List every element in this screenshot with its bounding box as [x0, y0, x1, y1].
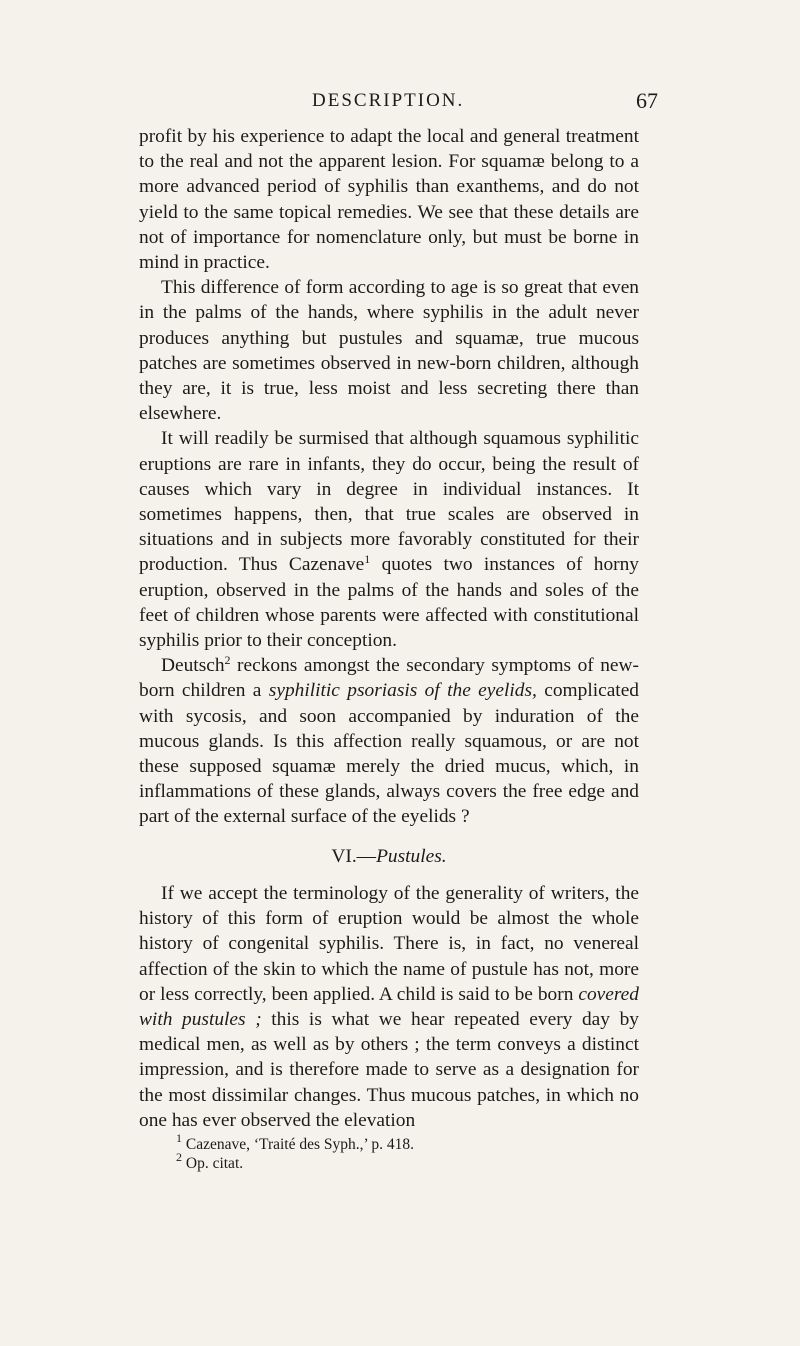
paragraph-2: This difference of form according to age is so great that even in the palms of the hands, where syphilis in the adult never produces anything but pustules and squamæ, true mucous patches are sometimes observed in new-born children, although they are, it is true, less moist and less secreting there than elsewhere.	[139, 277, 639, 425]
paragraph-1: profit by his experience to adapt the local and general treatment to the real and not the apparent lesion. For squamæ belong to a more advanced period of syphilis than exanthems, and do not yield to the same topical remedies. We see that these details are not of importance for nomenclature only, but must be borne in mind in practice.	[139, 126, 639, 274]
paragraph-4-text-b: complicated with sycosis, and soon accompanied by induration of the mucous glands. Is this affection really squamous, or are not these supposed squamæ merely the dried mucus, which, in inflammations of these glands, always covers the free edge and part of the external surface of the eyelids ?	[139, 680, 640, 828]
paragraph-5-italic: covered with pustules ;	[139, 983, 639, 1030]
section-number: VI.	[331, 845, 357, 867]
paragraph-3	[139, 426, 639, 653]
footnote-ref-1: 1	[364, 552, 371, 567]
footnote-1-mark: 1	[176, 1130, 182, 1145]
paragraph-5	[139, 881, 639, 1133]
footnote-2-text: Op. citat.	[182, 1154, 244, 1172]
paragraph-3-text-b: quotes two instances of horny eruption, observed in the palms of the hands and soles of the feet of children whose parents were affected with constitutional syphilis prior to their conception.	[139, 554, 639, 652]
footnote-1	[176, 1130, 639, 1154]
paragraph-5-text-b: this is what we hear repeated every day by medical men, as well as by others ; the term conveys a distinct impression, and is therefore made to serve as a designation for the most dissimilar changes. Thus mucous patches, in which no one has ever observed the elevation	[139, 1008, 639, 1131]
footnote-1-text: Cazenave, ‘Traité des Syph.,’ p. 418.	[182, 1135, 415, 1153]
paragraph-4-text-a: reckons amongst the secondary symptoms of new-born children a	[139, 655, 639, 702]
paragraph-5-text-a: If we accept the terminology of the generality of writers, the history of this form of eruption would be almost the whole history of congenital syphilis. There is, in fact, no venereal affection of the skin to which the name of pustule has not, more or less correctly, been applied. A child is said to be born	[139, 882, 639, 1005]
section-title: Pustules.	[376, 845, 447, 867]
body-text	[139, 124, 639, 1173]
footnotes	[139, 1130, 639, 1173]
footnote-ref-2: 2	[224, 653, 231, 668]
paragraph-4-italic: syphilitic psoriasis of the eyelids,	[268, 680, 537, 702]
running-title: DESCRIPTION.	[312, 90, 465, 111]
footnote-2	[176, 1149, 639, 1173]
page-number: 67	[636, 88, 658, 113]
paragraph-4	[139, 653, 639, 829]
running-head	[0, 88, 800, 118]
section-dash: —	[356, 845, 377, 867]
paragraph-3-text-a: It will readily be surmised that although squamous syphilitic eruptions are rare in infants, they do occur, being the result of causes which vary in degree in individual instances. It sometimes happens, then, that true scales are observed in situations and in subjects more favorably constituted for their production. Thus Cazenave	[139, 428, 639, 576]
section-heading	[139, 844, 639, 869]
paragraph-4-author: Deutsch	[161, 655, 225, 677]
footnote-2-mark: 2	[176, 1149, 182, 1164]
